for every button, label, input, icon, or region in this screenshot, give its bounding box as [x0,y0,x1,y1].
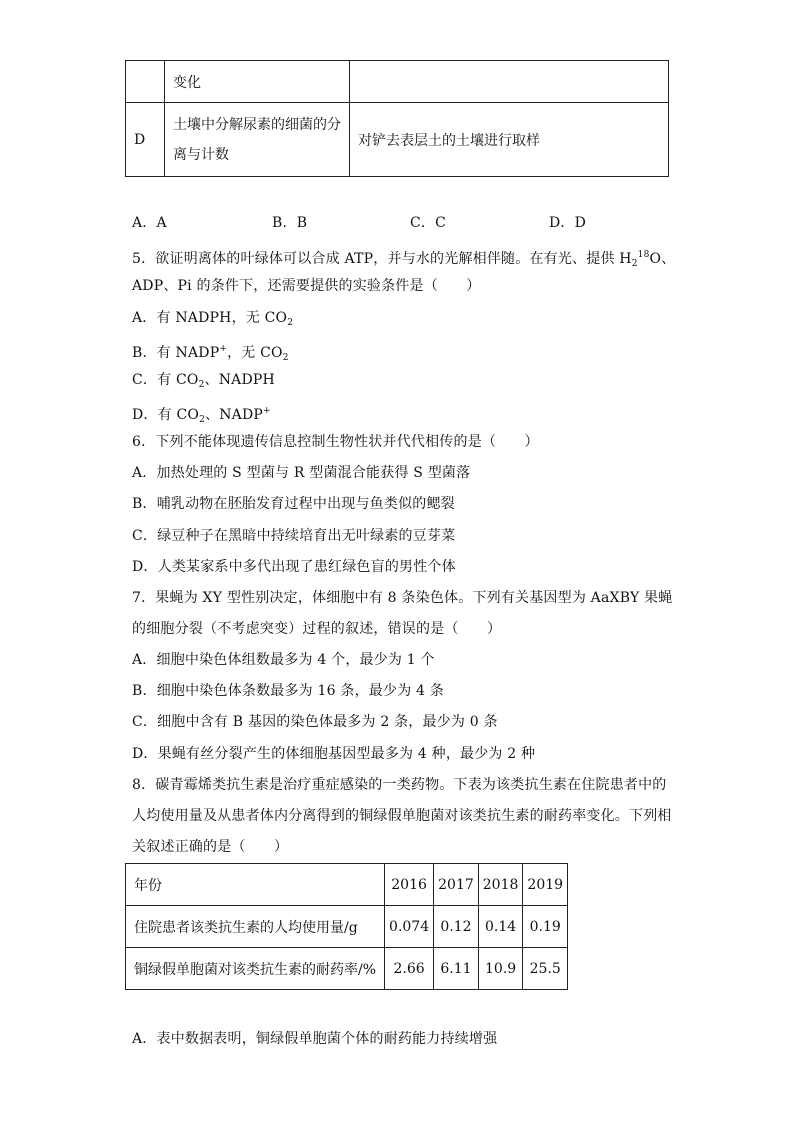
q4-option-b: B．B [272,215,308,231]
q4-option-a: A．A [132,215,167,231]
q5-option-d [132,401,271,430]
q6-option-b: B．哺乳动物在胚胎发育过程中出现与鱼类似的鳃裂 [132,496,455,512]
top-table-r2-c3: 对铲去表层土的土壤进行取样 [350,103,669,177]
q7-stem-line2: 的细胞分裂（不考虑突变）过程的叙述，错误的是（ ） [132,621,502,637]
q5-b-sup: + [219,344,228,354]
q5-d-text: D．有 CO [132,407,200,423]
q5-option-c [132,370,275,395]
q7-option-c: C．细胞中含有 B 基因的染色体最多为 2 条，最少为 0 条 [132,714,498,730]
q6-stem: 6．下列不能体现遗传信息控制生物性状并代代相传的是（ ） [132,434,539,450]
q8-header-year: 年份 [126,864,385,906]
q5-b-sub: 2 [282,353,289,363]
q5-stem-text-b: O、 [649,251,676,267]
q8-row1-2016: 0.074 [385,906,434,948]
q5-a-text: A．有 NADPH，无 CO [132,310,288,326]
top-table-r1-c3 [350,61,669,103]
q5-stem-line2: ADP、Pi 的条件下，还需要提供的实验条件是（ ） [132,278,481,294]
q4-option-d: D．D [549,215,587,231]
q5-b-text2: ，无 CO [227,345,283,361]
q8-stem-line2: 人均使用量及从患者体内分离得到的铜绿假单胞菌对该类抗生素的耐药率变化。下列相 [132,808,672,824]
top-table-r1-c1 [126,61,165,103]
top-table-r2-c1: D [126,103,165,177]
q5-d-sup: + [263,406,271,416]
q8-row1-2017: 0.12 [434,906,479,948]
q5-c-sub: 2 [198,380,205,390]
q8-row1-2018: 0.14 [478,906,523,948]
q8-header-2019: 2019 [523,864,568,906]
q8-row2-2017: 6.11 [434,948,479,990]
top-table-r2-c2 [165,103,350,177]
q7-stem-line1: 7．果蝇为 XY 型性别决定，体细胞中有 8 条染色体。下列有关基因型为 AaXBY 果蝇 [132,590,673,606]
q8-row2-2016: 2.66 [385,948,434,990]
q7-option-a: A．细胞中染色体组数最多为 4 个，最少为 1 个 [132,652,435,668]
q5-c-text: C．有 CO [132,372,199,388]
q5-d-text2: 、NADP [205,407,264,423]
q6-option-a: A．加热处理的 S 型菌与 R 型菌混合能获得 S 型菌落 [132,465,471,481]
q8-row2-2019: 25.5 [523,948,568,990]
q5-option-b [132,339,289,368]
q8-row1-2019: 0.19 [523,906,568,948]
q8-option-a: A．表中数据表明，铜绿假单胞菌个体的耐药能力持续增强 [132,1031,498,1047]
q5-stem-text-a: 5．欲证明离体的叶绿体可以合成 ATP，并与水的光解相伴随。在有光、提供 H [132,251,632,267]
q7-option-d: D．果蝇有丝分裂产生的体细胞基因型最多为 4 种，最少为 2 种 [132,746,536,762]
q6-option-d: D．人类某家系中多代出现了患红绿色盲的男性个体 [132,559,456,575]
q4-option-c: C．C [410,215,447,231]
q8-data-table [125,863,568,990]
q5-stem-sub: 2 [631,259,638,269]
q5-b-text: B．有 NADP [132,345,220,361]
q8-header-2018: 2018 [478,864,523,906]
q5-c-text2: 、NADPH [204,372,275,388]
q8-stem-line1: 8．碳青霉烯类抗生素是治疗重症感染的一类药物。下表为该类抗生素在住院患者中的 [132,777,667,793]
top-table [125,60,669,177]
q5-d-sub: 2 [199,415,206,425]
q8-header-2017: 2017 [434,864,479,906]
q8-header-2016: 2016 [385,864,434,906]
top-table-r2-c2-line1: 土壤中分解尿素的细菌的分 [173,116,341,133]
q5-option-a [132,308,293,333]
q8-row2-2018: 10.9 [478,948,523,990]
q7-option-b: B．细胞中染色体条数最多为 16 条，最少为 4 条 [132,683,445,699]
q8-stem-line3: 关叙述正确的是（ ） [132,839,289,855]
top-table-r2-c2-line2: 离与计数 [173,146,229,163]
q5-a-sub: 2 [287,318,294,328]
q5-stem-sup: 18 [637,250,650,260]
q8-row2-label: 铜绿假单胞菌对该类抗生素的耐药率/% [126,948,385,990]
q6-option-c: C．绿豆种子在黑暗中持续培育出无叶绿素的豆芽菜 [132,528,456,544]
q8-row1-label: 住院患者该类抗生素的人均使用量/g [126,906,385,948]
q5-stem-line1 [132,245,675,274]
top-table-r1-c2: 变化 [165,61,350,103]
